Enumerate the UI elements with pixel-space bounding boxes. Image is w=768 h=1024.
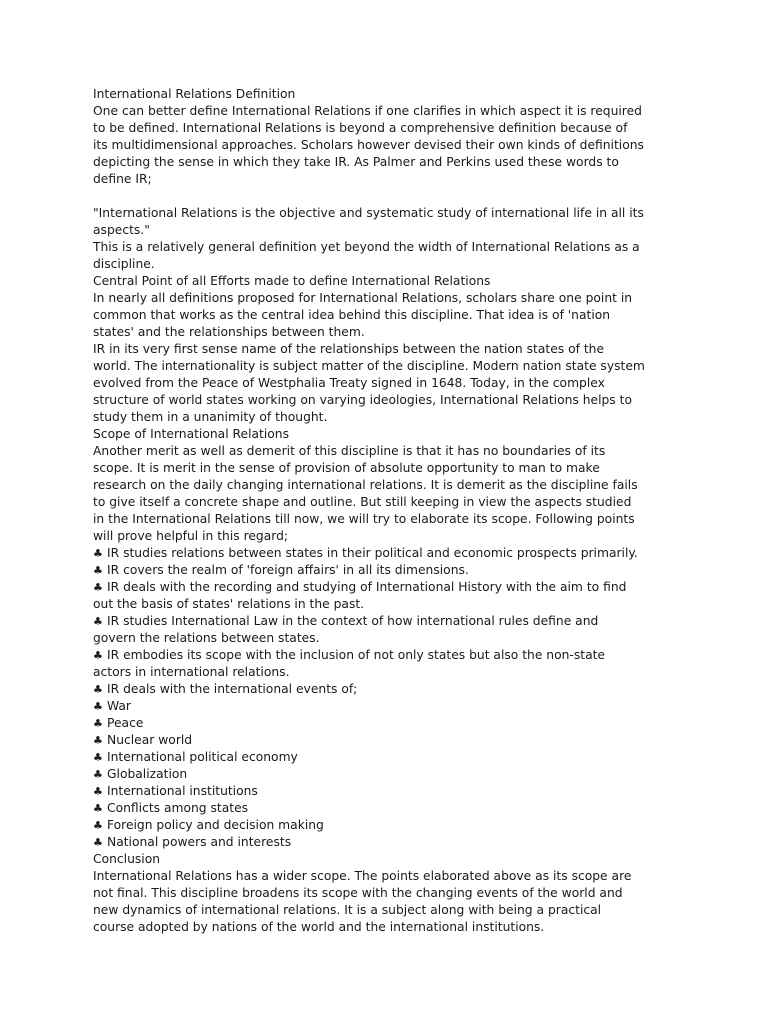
list-item: ♣ IR covers the realm of 'foreign affairs' in all its dimensions. bbox=[93, 563, 469, 577]
text-line: International Relations has a wider scope. The points elaborated above as its scope are bbox=[93, 869, 632, 883]
text-line: In nearly all definitions proposed for International Relations, scholars share one point in bbox=[93, 291, 633, 305]
list-item: ♣ National powers and interests bbox=[93, 835, 292, 849]
text-line: discipline. bbox=[93, 257, 155, 271]
list-item-continuation: actors in international relations. bbox=[93, 665, 290, 679]
text-line: to give itself a concrete shape and outline. But still keeping in view the aspects studied bbox=[93, 495, 632, 509]
list-item: ♣ Foreign policy and decision making bbox=[93, 818, 324, 832]
club-bullet-icon: ♣ bbox=[93, 547, 103, 560]
text-line: study them in a unanimity of thought. bbox=[93, 410, 328, 424]
club-bullet-icon: ♣ bbox=[93, 785, 103, 798]
heading-scope: Scope of International Relations bbox=[93, 427, 289, 441]
list-item-continuation: govern the relations between states. bbox=[93, 631, 320, 645]
text-line: not final. This discipline broadens its scope with the changing events of the world and bbox=[93, 886, 623, 900]
list-item: ♣ IR studies International Law in the context of how international rules define and bbox=[93, 614, 599, 628]
text-line: Another merit as well as demerit of this discipline is that it has no boundaries of its bbox=[93, 444, 606, 458]
text-line: states' and the relationships between them. bbox=[93, 325, 365, 339]
club-bullet-icon: ♣ bbox=[93, 802, 103, 815]
text-line: structure of world states working on varying ideologies, International Relations helps to bbox=[93, 393, 632, 407]
quote-line: "International Relations is the objective and systematic study of international life in all its bbox=[93, 206, 644, 220]
club-bullet-icon: ♣ bbox=[93, 751, 103, 764]
club-bullet-icon: ♣ bbox=[93, 734, 103, 747]
text-line: research on the daily changing international relations. It is demerit as the discipline fails bbox=[93, 478, 638, 492]
club-bullet-icon: ♣ bbox=[93, 819, 103, 832]
heading-conclusion: Conclusion bbox=[93, 852, 161, 866]
quote-line: aspects." bbox=[93, 223, 150, 237]
text-line: scope. It is merit in the sense of provision of absolute opportunity to man to make bbox=[93, 461, 600, 475]
list-item: ♣ Conflicts among states bbox=[93, 801, 249, 815]
list-item: ♣ International institutions bbox=[93, 784, 258, 798]
club-bullet-icon: ♣ bbox=[93, 768, 103, 781]
list-item-continuation: out the basis of states' relations in the past. bbox=[93, 597, 365, 611]
club-bullet-icon: ♣ bbox=[93, 700, 103, 713]
text-line: depicting the sense in which they take IR. As Palmer and Perkins used these words to bbox=[93, 155, 619, 169]
club-bullet-icon: ♣ bbox=[93, 717, 103, 730]
list-item: ♣ IR deals with the recording and studying of International History with the aim to find bbox=[93, 580, 627, 594]
club-bullet-icon: ♣ bbox=[93, 836, 103, 849]
heading-definition: International Relations Definition bbox=[93, 87, 296, 101]
club-bullet-icon: ♣ bbox=[93, 683, 103, 696]
club-bullet-icon: ♣ bbox=[93, 564, 103, 577]
text-line: One can better define International Relations if one clarifies in which aspect it is required bbox=[93, 104, 642, 118]
text-line: evolved from the Peace of Westphalia Treaty signed in 1648. Today, in the complex bbox=[93, 376, 605, 390]
list-item: ♣ Nuclear world bbox=[93, 733, 193, 747]
blank-line bbox=[93, 188, 683, 205]
text-line: its multidimensional approaches. Scholars however devised their own kinds of definitions bbox=[93, 138, 644, 152]
text-line: This is a relatively general definition yet beyond the width of International Relations as a bbox=[93, 240, 640, 254]
text-line: to be defined. International Relations is beyond a comprehensive definition because of bbox=[93, 121, 628, 135]
list-item: ♣ IR studies relations between states in their political and economic prospects primarily. bbox=[93, 546, 638, 560]
list-item: ♣ Globalization bbox=[93, 767, 188, 781]
list-item: ♣ Peace bbox=[93, 716, 144, 730]
text-line: IR in its very first sense name of the relationships between the nation states of the bbox=[93, 342, 605, 356]
list-item: ♣ War bbox=[93, 699, 131, 713]
text-line: will prove helpful in this regard; bbox=[93, 529, 289, 543]
document-body bbox=[93, 86, 683, 936]
club-bullet-icon: ♣ bbox=[93, 649, 103, 662]
list-item: ♣ International political economy bbox=[93, 750, 298, 764]
heading-central-point: Central Point of all Efforts made to define International Relations bbox=[93, 274, 491, 288]
text-line: define IR; bbox=[93, 172, 152, 186]
text-line: common that works as the central idea behind this discipline. That idea is of 'nation bbox=[93, 308, 611, 322]
text-line: new dynamics of international relations. It is a subject along with being a practical bbox=[93, 903, 602, 917]
list-item: ♣ IR embodies its scope with the inclusion of not only states but also the non-state bbox=[93, 648, 605, 662]
text-line: in the International Relations till now, we will try to elaborate its scope. Following points bbox=[93, 512, 635, 526]
text-line: world. The internationality is subject matter of the discipline. Modern nation state system bbox=[93, 359, 645, 373]
list-item: ♣ IR deals with the international events of; bbox=[93, 682, 358, 696]
club-bullet-icon: ♣ bbox=[93, 615, 103, 628]
club-bullet-icon: ♣ bbox=[93, 581, 103, 594]
text-line: course adopted by nations of the world and the international institutions. bbox=[93, 920, 545, 934]
